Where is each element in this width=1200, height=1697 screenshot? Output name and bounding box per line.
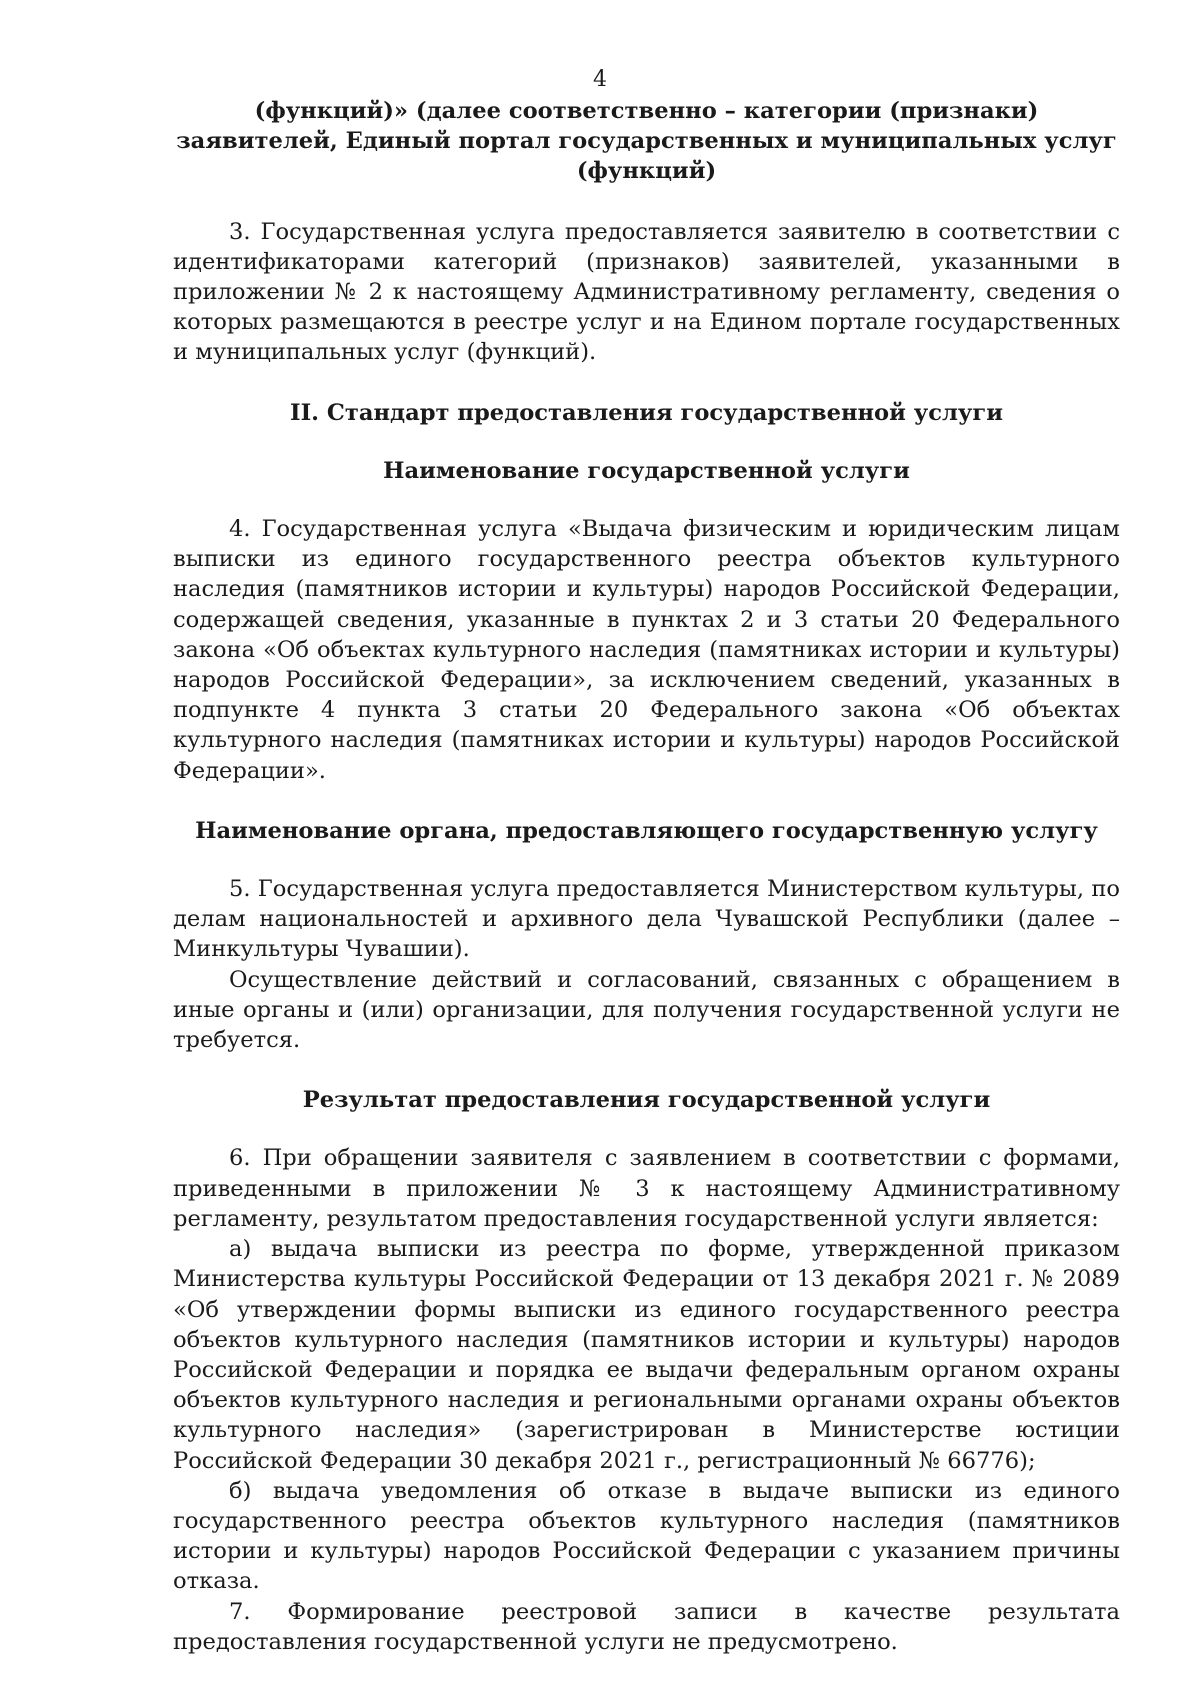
spacer [173,846,1120,874]
heading-service-name: Наименование государственной услуги [383,457,910,484]
spacer [173,1055,1120,1085]
heading-result: Результат предоставления государственной услуги [302,1087,991,1114]
spacer [173,1115,1120,1143]
paragraph-5-2: Осуществление действий и согласований, связанных с обращением в иные органы и (или) организации, для получения государственной услуги не требуется. [173,966,1120,1054]
document-body [173,96,1120,1657]
spacer [173,187,1120,217]
section-2-title: II. Стандарт предоставления государственной услуги [290,399,1003,426]
spacer [173,368,1120,398]
paragraph-4: 4. Государственная услуга «Выдача физическим и юридическим лицам выписки из единого государственного реестра объектов культурного наследия (памятников истории и культуры) народов Российской Федерации, содержащей сведения, указанные в пунктах 2 и 3 статьи 20 Федерального закона «Об объектах культурного наследия (памятниках истории и культуры) народов Российской Федерации», за исключением сведений, указанных в подпункте 4 пункта 3 статьи 20 Федерального закона «Об объектах культурного наследия (памятниках истории и культуры) народов Российской Федерации». [173,516,1120,784]
spacer [173,486,1120,514]
paragraph-3: 3. Государственная услуга предоставляется заявителю в соответствии с идентификаторами категорий (признаков) заявителей, указанными в приложении № 2 к настоящему Административному регламенту, сведения о которых размещаются в реестре услуг и на Едином портале государственных и муниципальных услуг (функций). [173,218,1120,366]
paragraph-5: 5. Государственная услуга предоставляется Министерством культуры, по делам национальностей и архивного дела Чувашской Республики (далее – Минкультуры Чувашии). [173,876,1120,963]
intro-heading: (функций)» (далее соответственно – категории (признаки) заявителей, Единый портал государственных и муниципальных услуг (функций) [176,98,1117,185]
paragraph-6-a: а) выдача выписки из реестра по форме, утвержденной приказом Министерства культуры Российской Федерации от 13 декабря 2021 г. № 2089 «Об утверждении формы выписки из единого государственного реестра объектов культурного наследия (памятников истории и культуры) народов Российской Федерации и порядка ее выдачи федеральным органом охраны объектов культурного наследия и региональными органами охраны объектов культурного наследия» (зарегистрирован в Министерстве юстиции Российской Федерации 30 декабря 2021 г., регистрационный № 66776); [173,1236,1120,1474]
heading-authority: Наименование органа, предоставляющего государственную услугу [195,817,1098,844]
page-number: 4 [593,67,607,92]
spacer [173,786,1120,816]
paragraph-7: 7. Формирование реестровой записи в качестве результата предоставления государственной услуги не предусмотрено. [173,1598,1120,1655]
spacer [173,428,1120,456]
paragraph-6-b: б) выдача уведомления об отказе в выдаче выписки из единого государственного реестра объектов культурного наследия (памятников истории и культуры) народов Российской Федерации с указанием причины отказа. [173,1477,1120,1595]
paragraph-6: 6. При обращении заявителя с заявлением в соответствии с формами, приведенными в приложении № 3 к настоящему Административному регламенту, результатом предоставления государственной услуги является: [173,1145,1120,1232]
